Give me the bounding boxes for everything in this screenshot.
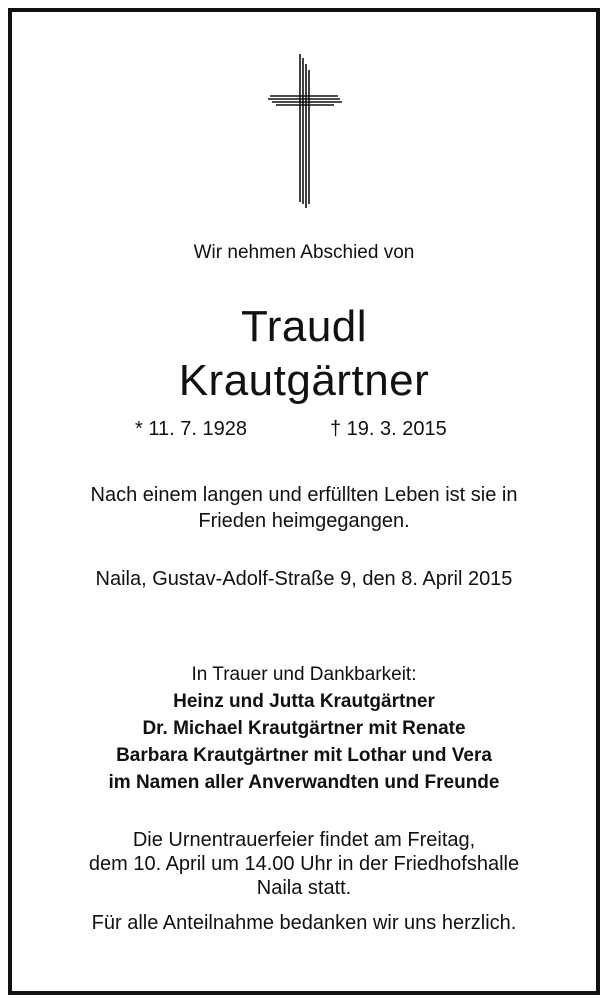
life-dates [0, 418, 608, 444]
deceased-first-name: Traudl [240, 302, 368, 351]
farewell-message-line: Nach einem langen und erfüllten Leben ist sie in [90, 484, 518, 506]
mourner-line: Barbara Krautgärtner mit Lothar und Vera [116, 745, 492, 766]
death-date: † 19. 3. 2015 [330, 418, 447, 440]
mourning-intro: In Trauer und Dankbarkeit: [191, 664, 417, 685]
ceremony-line: Naila statt. [256, 877, 352, 899]
farewell-message-line: Frieden heimgegangen. [198, 510, 410, 532]
intro-text: Wir nehmen Abschied von [193, 242, 415, 263]
mourner-line: Dr. Michael Krautgärtner mit Renate [142, 718, 466, 739]
ceremony-info [0, 828, 608, 900]
ceremony-line: dem 10. April um 14.00 Uhr in der Friedhofshalle [88, 853, 520, 875]
deceased-last-name: Krautgärtner [178, 356, 430, 405]
birth-date: * 11. 7. 1928 [135, 418, 247, 440]
mourner-line: im Namen aller Anverwandten und Freunde [108, 772, 500, 793]
mourners-list [0, 688, 608, 796]
cross-icon [266, 52, 342, 208]
mourner-line: Heinz und Jutta Krautgärtner [173, 691, 435, 712]
thanks-text: Für alle Anteilnahme bedanken wir uns herzlich. [91, 912, 517, 934]
ceremony-line: Die Urnentrauerfeier findet am Freitag, [132, 829, 476, 851]
place-and-date: Naila, Gustav-Adolf-Straße 9, den 8. April 2015 [95, 568, 513, 590]
farewell-message [0, 482, 608, 534]
